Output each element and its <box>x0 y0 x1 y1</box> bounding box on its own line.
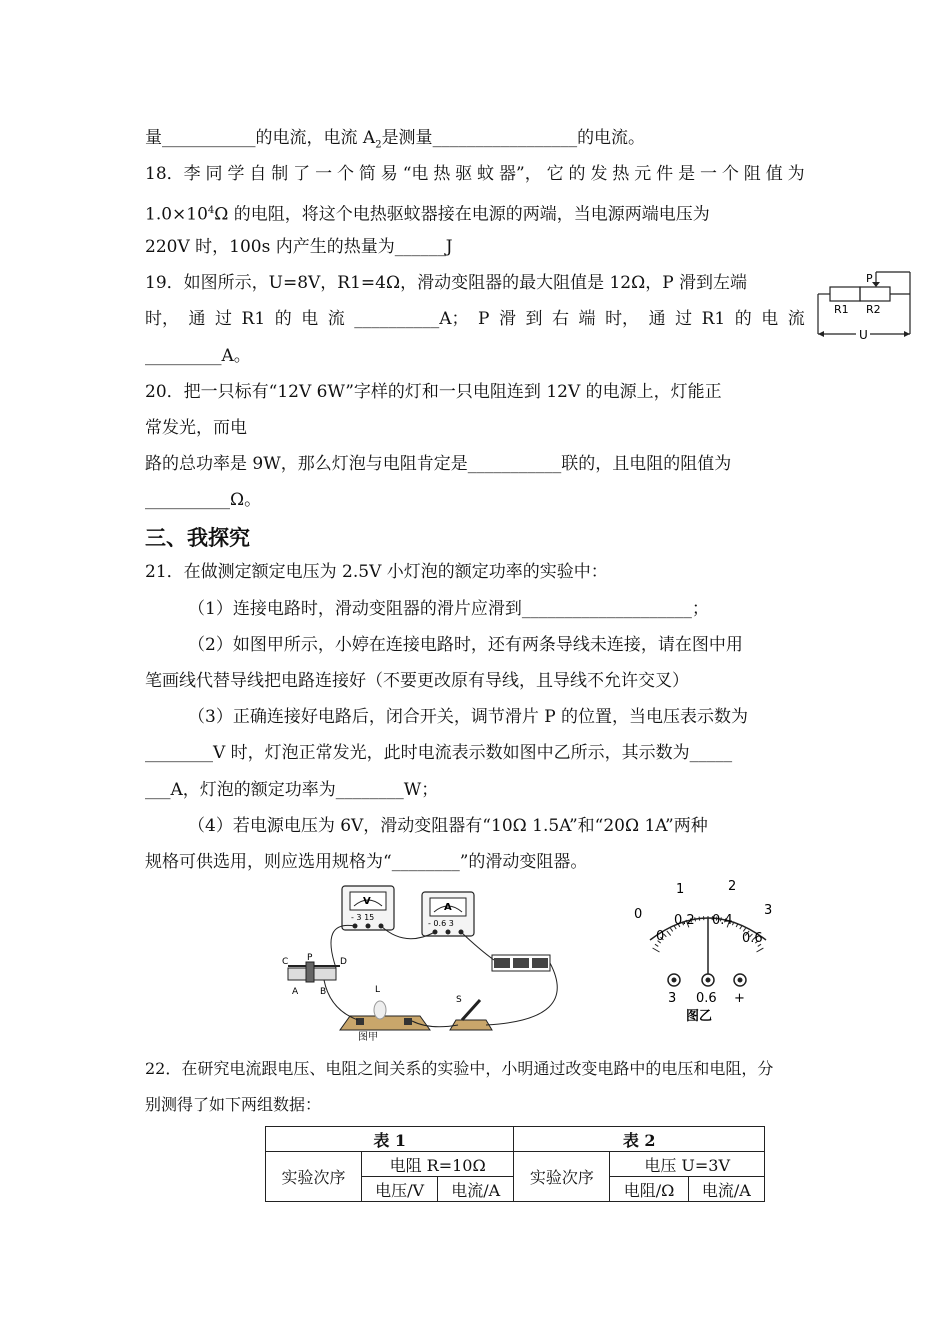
text-token: 个 <box>721 164 739 184</box>
text-token: R1 <box>701 309 726 329</box>
battery-pack <box>492 955 550 971</box>
text-token: 的 <box>734 309 752 329</box>
q20-line4: __________Ω。 <box>145 490 262 510</box>
text-token: 一 <box>699 164 717 184</box>
q21-step2-line2: 笔画线代替导线把电路连接好（不要更改原有导线，且导线不允许交叉） <box>145 671 689 691</box>
dial-tick <box>653 948 660 952</box>
terminal-label-0-6: 0.6 <box>696 991 717 1006</box>
q21-intro: 21．在做测定额定电压为 2.5V 小灯泡的额定功率的实验中： <box>145 562 608 582</box>
figure-jia-circuit <box>280 880 580 1045</box>
table1-order-header: 实验次序 <box>266 1152 362 1202</box>
q21-step3-line1: （3）正确连接好电路后，闭合开关，调节滑片 P 的位置，当电压表示数为 <box>188 707 749 727</box>
text-token: 热 <box>433 164 451 184</box>
q21-step3-line2: ________V 时，灯泡正常发光，此时电流表示数如图中乙所示，其示数为_____ <box>145 743 733 763</box>
text-token: 端 <box>578 309 596 329</box>
table1-current-header: 电流/A <box>438 1177 514 1202</box>
subscript: 2 <box>375 139 382 151</box>
q21-step3-line3: ___A，灯泡的额定功率为________W； <box>145 780 439 800</box>
top-scale-1: 1 <box>676 882 685 897</box>
text-token: 了 <box>293 164 311 184</box>
q19-line3: _________A。 <box>145 346 251 366</box>
text-token: 滑 <box>499 309 516 329</box>
q20-line1: 20．把一只标有“12V 6W”字样的灯和一只电阻连到 12V 的电源上，灯能正 <box>145 382 722 402</box>
text-token: 蚊 <box>477 164 495 184</box>
text-token: 阻 <box>743 164 761 184</box>
label-b: B <box>320 987 327 997</box>
text-token: 电 <box>301 309 319 329</box>
top-scale-3: 3 <box>764 903 773 918</box>
q20-line2: 常发光，而电 <box>145 418 247 438</box>
answer-blank: _________________ <box>432 128 578 148</box>
dial-tick <box>670 928 672 931</box>
bottom-scale-1: 0.2 <box>674 913 695 928</box>
text-token: 右 <box>552 309 570 329</box>
text-token: 18．李 <box>145 164 201 184</box>
label-s: S <box>456 995 462 1005</box>
text-token: 为 <box>787 164 805 184</box>
label-c: C <box>282 957 289 967</box>
terminal-label-plus: + <box>734 991 745 1006</box>
text-token: 自 <box>249 164 267 184</box>
text-token: __________A； <box>354 309 469 329</box>
q20-line3: 路的总功率是 9W，那么灯泡与电阻肯定是___________联的，且电阻的阻值为 <box>145 454 732 474</box>
q22-line1: 22．在研究电流跟电压、电阻之间关系的实验中，小明通过改变电路中的电压和电阻，分 <box>145 1059 774 1078</box>
ammeter <box>422 892 474 936</box>
switch <box>450 995 492 1030</box>
superscript: 4 <box>207 205 215 216</box>
top-scale-0: 0 <box>634 907 643 922</box>
voltmeter-label: V <box>363 896 371 907</box>
top-scale-2: 2 <box>728 879 737 894</box>
text-token: 热 <box>612 164 630 184</box>
text-token: “电 <box>402 164 429 184</box>
text: 1.0×10 <box>145 204 208 225</box>
text-token: 制 <box>271 164 289 184</box>
r1-resistor <box>830 287 860 301</box>
text-token: 通 <box>188 309 206 329</box>
text-token: 简 <box>358 164 376 184</box>
text-token: 同 <box>205 164 223 184</box>
q17-tail <box>145 127 645 156</box>
dial-tick <box>699 917 700 921</box>
text-token: R1 <box>241 309 266 329</box>
voltmeter <box>342 886 394 930</box>
label-l: L <box>375 985 381 995</box>
text-token: 的 <box>568 164 586 184</box>
voltmeter-scale: - 3 15 <box>351 913 375 922</box>
q19-line1: 19．如图所示，U=8V，R1=4Ω，滑动变阻器的最大阻值是 12Ω，P 滑到左端 <box>145 273 748 293</box>
q21-step1: （1）连接电路时，滑动变阻器的滑片应滑到____________________； <box>188 599 709 619</box>
table1-resistance-const: 电阻 R=10Ω <box>361 1152 513 1177</box>
text-token: 电 <box>761 309 779 329</box>
label-d: D <box>340 957 347 967</box>
q19-circuit-figure <box>810 268 920 343</box>
q21-step4-line1: （4）若电源电压为 6V，滑动变阻器有“10Ω 1.5A”和“20Ω 1A”两种 <box>188 816 708 836</box>
text-token: 它 <box>546 164 564 184</box>
text-token: 过 <box>675 309 693 329</box>
table2-order-header: 实验次序 <box>514 1152 610 1202</box>
text-token: 一 <box>315 164 333 184</box>
text-token: 到 <box>525 309 543 329</box>
table2-voltage-const: 电压 U=3V <box>610 1152 765 1177</box>
answer-blank: ___________ <box>162 128 256 148</box>
text: Ω 的电阻，将这个电热驱蚊器接在电源的两端，当电源两端电压为 <box>214 204 710 225</box>
label-p: P <box>307 953 313 963</box>
q19-line2 <box>145 308 805 330</box>
bottom-scale-0: 0 <box>656 929 665 944</box>
text-token: 是 <box>678 164 696 184</box>
table1-voltage-header: 电压/V <box>361 1177 437 1202</box>
text-token: 驱 <box>455 164 473 184</box>
text-token: 发 <box>590 164 608 184</box>
text-token: 器”， <box>499 164 542 184</box>
text-token: 件 <box>656 164 674 184</box>
dial-tick <box>655 944 658 946</box>
dial-tick <box>695 917 696 921</box>
q21-step2-line1: （2）如图甲所示，小婷在连接电路时，还有两条导线未连接，请在图中用 <box>188 635 743 655</box>
text: 的电流。 <box>577 128 646 148</box>
figure-caption-yi: 图乙 <box>686 1009 713 1024</box>
label-u: U <box>859 328 868 342</box>
text-token: 易 <box>380 164 398 184</box>
table2-resistance-header: 电阻/Ω <box>610 1177 688 1202</box>
table2-title: 表 2 <box>514 1127 765 1152</box>
text-token: 时， <box>145 309 179 329</box>
text-token: 值 <box>765 164 783 184</box>
lamp-board <box>340 985 430 1043</box>
label-a: A <box>292 987 299 997</box>
slider-label-p: P <box>866 272 873 285</box>
bottom-scale-3: 0.6 <box>742 931 763 946</box>
text-token: P <box>478 309 490 329</box>
dial-tick <box>756 948 763 952</box>
table1-title: 表 1 <box>266 1127 514 1152</box>
text: 是测量 <box>381 128 433 148</box>
ammeter-label: A <box>444 902 452 913</box>
text-token: 流 <box>787 309 805 329</box>
table2-current-header: 电流/A <box>688 1177 764 1202</box>
text-token: 的 <box>274 309 292 329</box>
label-r1: R1 <box>834 303 849 316</box>
text-token: 过 <box>215 309 233 329</box>
ammeter-scale: - 0.6 3 <box>428 919 454 928</box>
figure-yi-ammeter-dial <box>630 876 780 1026</box>
data-tables <box>265 1126 765 1202</box>
r2-resistor <box>860 287 890 301</box>
text-token: 时， <box>605 309 640 329</box>
figure-caption-jia: 图甲 <box>358 1032 378 1043</box>
text-token: 元 <box>634 164 652 184</box>
text: 的电流，电流 A <box>255 128 376 148</box>
q18-line1 <box>145 163 805 185</box>
terminal-label-3: 3 <box>668 991 677 1006</box>
bottom-scale-2: 0.4 <box>712 913 733 928</box>
text-token: 学 <box>227 164 245 184</box>
text-token: 通 <box>648 309 666 329</box>
text-token: 流 <box>327 309 345 329</box>
rheostat <box>282 953 347 997</box>
dial-tick <box>667 931 671 936</box>
label-r2: R2 <box>866 303 881 316</box>
text: 量 <box>145 128 162 148</box>
dial-tick <box>740 926 742 929</box>
q18-line2 <box>145 200 710 226</box>
text-token: 个 <box>336 164 354 184</box>
section-heading: 三、我探究 <box>145 526 250 550</box>
q22-line2: 别测得了如下两组数据： <box>145 1095 322 1114</box>
q21-step4-line2: 规格可供选用，则应选用规格为“________”的滑动变阻器。 <box>145 852 588 872</box>
q18-line3: 220V 时，100s 内产生的热量为______J <box>145 237 453 257</box>
